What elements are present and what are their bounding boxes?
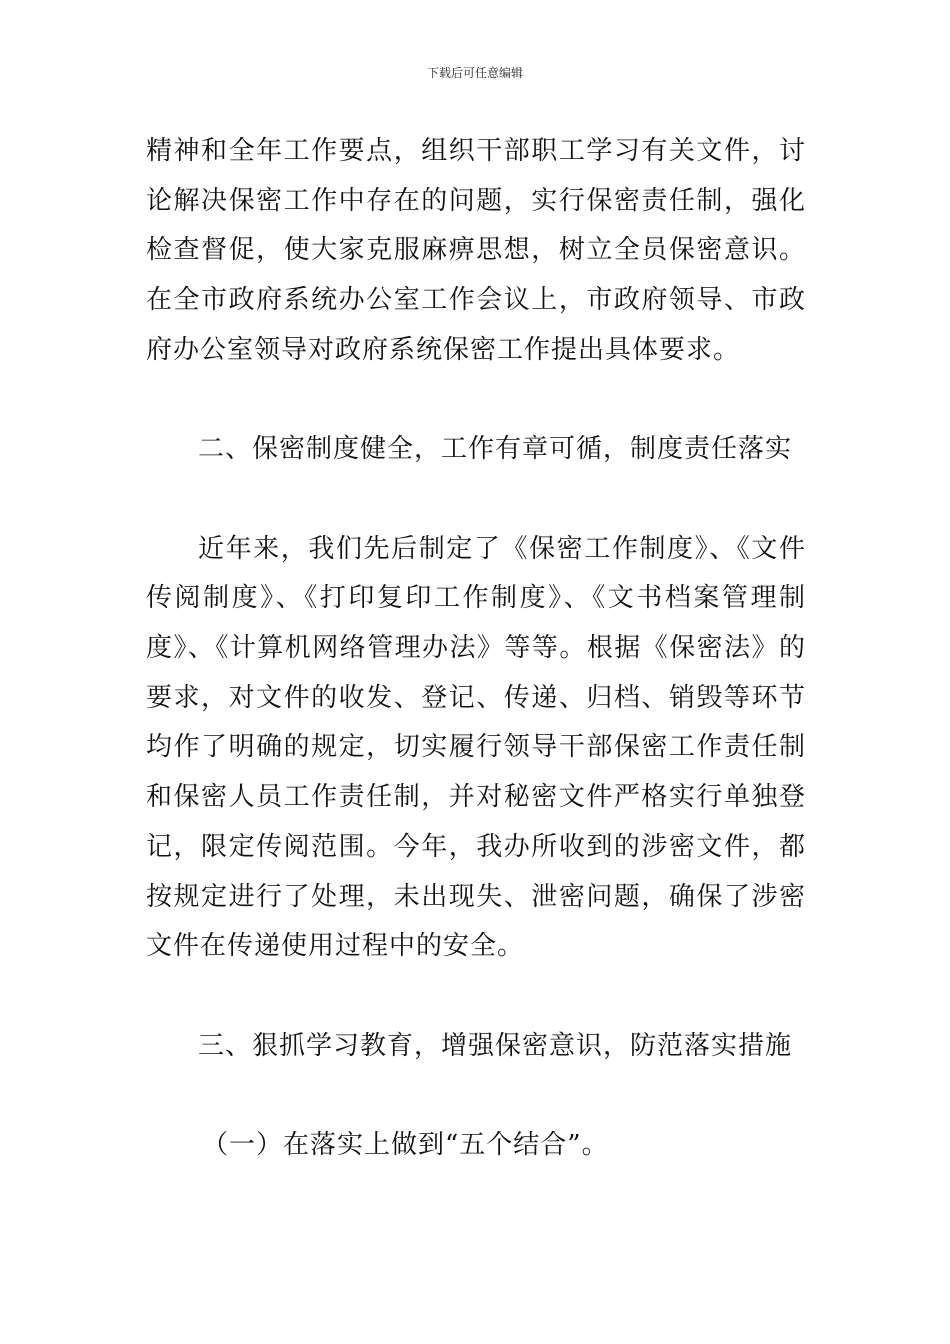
document-body: [146, 127, 806, 1171]
page-header: 下载后可任意编辑: [426, 66, 523, 80]
section-heading-2: 二、保密制度健全，工作有章可循，制度责任落实: [198, 434, 793, 465]
subheading-3-1: （一）在落实上做到“五个结合”。: [202, 1130, 609, 1160]
section-heading-3: 三、狠抓学习教育，增强保密意识，防范落实措施: [198, 1030, 793, 1061]
paragraph-gap: [146, 475, 806, 525]
paragraph-gap: [146, 1071, 806, 1121]
paragraph-2: 近年来，我们先后制定了《保密工作制度》、《文件传阅制度》、《打印复印工作制度》、《文书档案管理制度》、《计算机网络管理办法》等等。根据《保密法》的要求，对文件的收发、登记、传递、归档、销毁等环节均作了明确的规定，切实履行领导干部保密工作责任制和保密人员工作责任制，并对秘密文件严格实行单独登记，限定传阅范围。今年，我办所收到的涉密文件，都按规定进行了处理，未出现失、泄密问题，确保了涉密文件在传递使用过程中的安全。: [146, 533, 806, 962]
paragraph-1: 精神和全年工作要点，组织干部职工学习有关文件，讨论解决保密工作中存在的问题，实行保密责任制，强化检查督促，使大家克服麻痹思想，树立全员保密意识。在全市政府系统办公室工作会议上，市政府领导、市政府办公室领导对政府系统保密工作提出具体要求。: [146, 136, 806, 365]
paragraph-gap: [146, 376, 806, 426]
paragraph-gap: [146, 972, 806, 1022]
